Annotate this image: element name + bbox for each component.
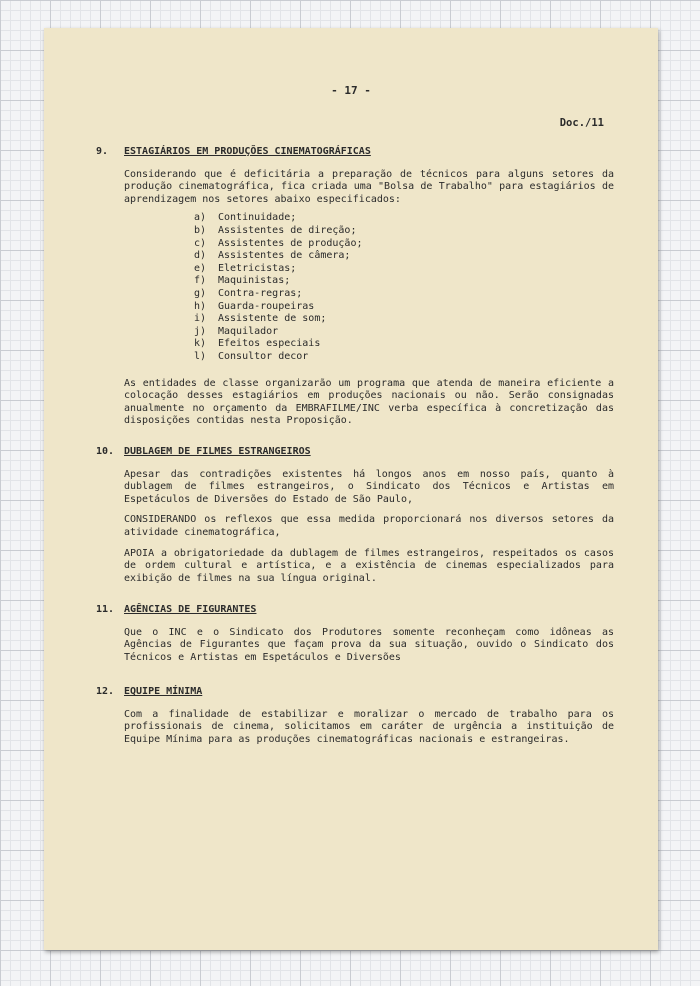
list-item [194, 275, 614, 288]
paragraph: Considerando que é deficitária a preparação de técnicos para alguns setores da produção cinematográfica, fica criada uma "Bolsa de Trabalho" para estagiários de aprendizagem nos setores abaixo especificados: [124, 168, 614, 205]
list-item-letter: a) [194, 212, 207, 224]
section-heading [96, 146, 614, 159]
section-heading [96, 604, 614, 617]
list-item-text: Maquinistas; [218, 275, 291, 287]
section-title: EQUIPE MÍNIMA [124, 686, 203, 697]
list-item-letter: g) [194, 287, 207, 299]
section-number: 11. [96, 604, 115, 615]
section-12 [96, 686, 614, 746]
paragraph: As entidades de classe organizarão um programa que atenda de maneira eficiente a colocação desses estagiários em produções nacionais ou não. Serão consignadas anualmente no orçamento da EMBRAFILME/INC verba específica à concretização das disposições contidas nesta Proposição. [124, 377, 614, 427]
list-item-text: Efeitos especiais [218, 338, 321, 350]
list-item [194, 326, 614, 339]
list-item-text: Continuidade; [218, 212, 297, 224]
list-item-text: Assistentes de produção; [218, 237, 363, 249]
section-heading [96, 446, 614, 459]
list-item-letter: b) [194, 224, 207, 236]
list-item-text: Contra-regras; [218, 287, 303, 299]
list-item-letter: c) [194, 237, 207, 249]
list-item [194, 238, 614, 251]
section-title: AGÊNCIAS DE FIGURANTES [124, 604, 257, 615]
section-heading [96, 686, 614, 699]
list-item-letter: e) [194, 262, 207, 274]
list-item-text: Eletricistas; [218, 262, 297, 274]
list-item-text: Guarda-roupeiras [218, 300, 315, 312]
list-item [194, 313, 614, 326]
list-item-letter: i) [194, 313, 207, 325]
document-page [44, 28, 658, 950]
paragraph: Com a finalidade de estabilizar e moralizar o mercado de trabalho para os profissionais de cinema, solicitamos em caráter de urgência a instituição de Equipe Mínima para as produções cinematográficas nacionais e estrangeiras. [124, 708, 614, 745]
list-item-letter: d) [194, 250, 207, 262]
list-item [194, 288, 614, 301]
list-item-letter: l) [194, 350, 207, 362]
list-item [194, 301, 614, 314]
list-item-text: Maquilador [218, 325, 279, 337]
paragraph: APOIA a obrigatoriedade da dublagem de filmes estrangeiros, respeitados os casos de ordem cultural e artística, e a existência de cinemas especializados para exibição de filmes na sua língua original. [124, 547, 614, 584]
list-item-text: Assistentes de câmera; [218, 250, 351, 262]
section-number: 9. [96, 146, 109, 157]
list-item [194, 212, 614, 225]
section-number: 10. [96, 446, 115, 457]
list-item-letter: h) [194, 300, 207, 312]
section-9 [96, 146, 614, 428]
list-item [194, 338, 614, 351]
list-item-text: Assistente de som; [218, 313, 327, 325]
list-item-text: Consultor decor [218, 350, 309, 362]
list-item-text: Assistentes de direção; [218, 224, 357, 236]
list-item [194, 225, 614, 238]
list-item [194, 263, 614, 276]
paragraph: Apesar das contradições existentes há longos anos em nosso país, quanto à dublagem de filmes estrangeiros, o Sindicato dos Técnicos e Artistas em Espetáculos de Diversões do Estado de São Paulo, [124, 468, 614, 505]
list-item-letter: k) [194, 338, 207, 350]
document-reference: Doc./11 [559, 117, 604, 129]
paragraph: Que o INC e o Sindicato dos Produtores somente reconheçam como idôneas as Agências de Figurantes que façam prova da sua situação, ouvido o Sindicato dos Técnicos e Artistas em Espetáculos e Diversões [124, 626, 614, 663]
specialty-list [194, 212, 614, 363]
section-title: DUBLAGEM DE FILMES ESTRANGEIROS [124, 446, 311, 457]
list-item [194, 250, 614, 263]
list-item [194, 351, 614, 364]
paragraph: CONSIDERANDO os reflexos que essa medida proporcionará nos diversos setores da atividade cinematográfica, [124, 514, 614, 538]
section-11 [96, 604, 614, 664]
list-item-letter: f) [194, 275, 207, 287]
page-number: - 17 - [331, 84, 371, 97]
section-title: ESTAGIÁRIOS EM PRODUÇÕES CINEMATOGRÁFICAS [124, 146, 371, 157]
list-item-letter: j) [194, 325, 207, 337]
section-10 [96, 446, 614, 585]
section-number: 12. [96, 686, 115, 697]
